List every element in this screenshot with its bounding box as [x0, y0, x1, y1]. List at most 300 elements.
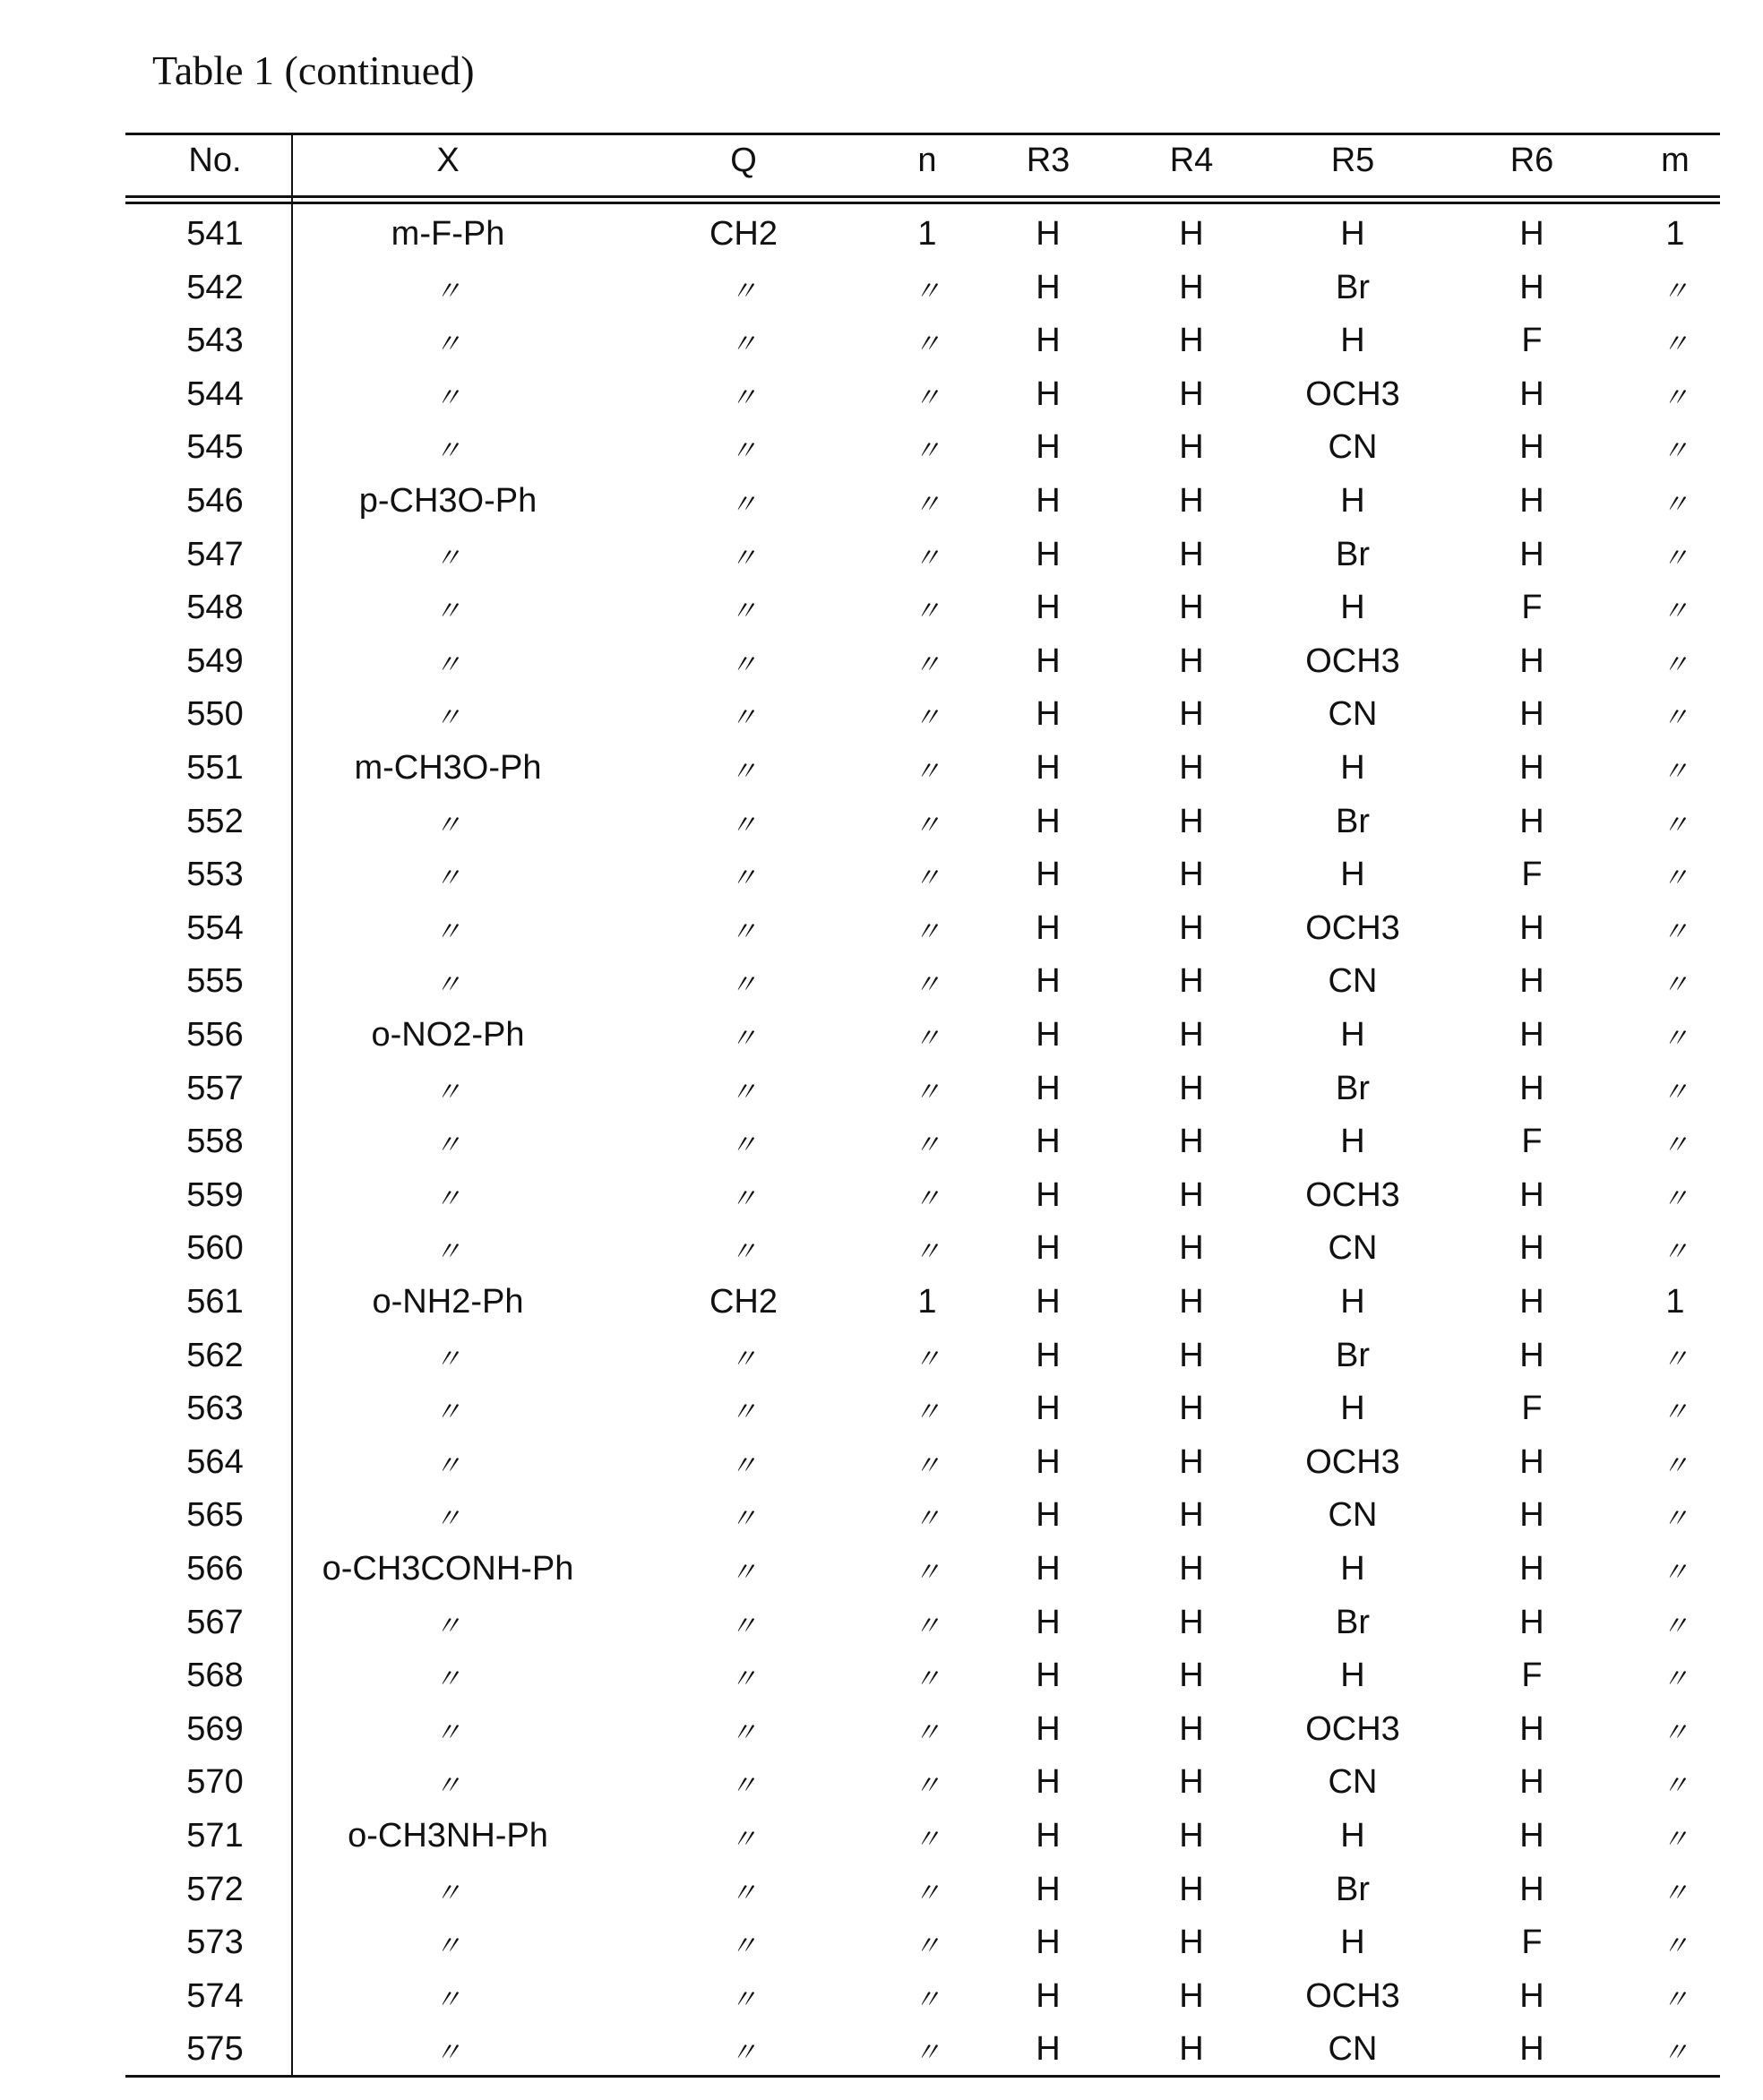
cell-no: 555	[186, 962, 243, 1001]
cell-r5: OCH3	[1305, 1710, 1400, 1749]
cell-n: 〃	[914, 642, 941, 682]
cell-r4: H	[1179, 2030, 1203, 2069]
cell-x: o-NH2-Ph	[373, 1283, 524, 1321]
cell-no: 557	[186, 1070, 243, 1108]
table-row	[125, 1229, 1720, 1279]
cell-no: 567	[186, 1604, 243, 1642]
cell-r3: H	[1036, 215, 1060, 254]
table-row	[125, 1550, 1720, 1600]
cell-r5: OCH3	[1305, 375, 1400, 414]
cell-m: 〃	[1662, 589, 1689, 628]
table-row	[125, 1817, 1720, 1867]
cell-q: 〃	[730, 1657, 757, 1696]
cell-no: 566	[186, 1550, 243, 1588]
cell-no: 554	[186, 909, 243, 948]
cell-r6: H	[1519, 1710, 1544, 1749]
cell-r3: H	[1036, 695, 1060, 734]
cell-r5: Br	[1336, 1871, 1370, 1909]
cell-r6: H	[1519, 1977, 1544, 2016]
table-row	[125, 962, 1720, 1012]
cell-no: 562	[186, 1337, 243, 1375]
cell-no: 546	[186, 482, 243, 521]
cell-x: 〃	[434, 1871, 461, 1910]
cell-q: 〃	[730, 909, 757, 949]
cell-x: 〃	[434, 1710, 461, 1750]
cell-r5: CN	[1329, 695, 1378, 734]
table-row	[125, 856, 1720, 906]
cell-r4: H	[1179, 589, 1203, 627]
cell-x: 〃	[434, 642, 461, 682]
cell-r5: Br	[1336, 536, 1370, 574]
cell-n: 1	[917, 215, 936, 254]
cell-r4: H	[1179, 536, 1203, 574]
cell-n: 〃	[914, 856, 941, 895]
cell-q: 〃	[730, 803, 757, 842]
table-row	[125, 1763, 1720, 1813]
cell-r6: H	[1519, 428, 1544, 467]
cell-r4: H	[1179, 1337, 1203, 1375]
cell-r4: H	[1179, 1283, 1203, 1321]
table-row	[125, 269, 1720, 319]
cell-r6: H	[1519, 1817, 1544, 1855]
cell-q: 〃	[730, 695, 757, 735]
table-row	[125, 1123, 1720, 1173]
cell-no: 551	[186, 749, 243, 788]
cell-x: o-CH3NH-Ph	[348, 1817, 548, 1855]
table-row	[125, 1871, 1720, 1921]
cell-r5: Br	[1336, 803, 1370, 841]
table-row	[125, 909, 1720, 960]
cell-q: 〃	[730, 856, 757, 895]
cell-no: 560	[186, 1229, 243, 1268]
table-row	[125, 803, 1720, 853]
cell-r5: OCH3	[1305, 1443, 1400, 1482]
cell-m: 〃	[1662, 1924, 1689, 1963]
cell-no: 558	[186, 1123, 243, 1161]
cell-n: 〃	[914, 536, 941, 575]
cell-r6: H	[1519, 536, 1544, 574]
cell-no: 569	[186, 1710, 243, 1749]
cell-no: 573	[186, 1924, 243, 1962]
cell-m: 1	[1665, 1283, 1684, 1321]
table-row	[125, 1070, 1720, 1120]
cell-r6: H	[1519, 1871, 1544, 1909]
cell-r4: H	[1179, 322, 1203, 360]
header-r5: R5	[1331, 142, 1375, 180]
cell-r3: H	[1036, 1337, 1060, 1375]
cell-r6: H	[1519, 1496, 1544, 1535]
cell-r4: H	[1179, 695, 1203, 734]
cell-r3: H	[1036, 536, 1060, 574]
cell-r4: H	[1179, 1123, 1203, 1161]
cell-q: 〃	[730, 1817, 757, 1856]
cell-n: 〃	[914, 962, 941, 1002]
cell-r3: H	[1036, 1710, 1060, 1749]
cell-r5: H	[1340, 1016, 1364, 1054]
cell-x: 〃	[434, 2030, 461, 2070]
cell-r4: H	[1179, 1657, 1203, 1695]
cell-r5: H	[1340, 1550, 1364, 1588]
header-r3: R3	[1027, 142, 1071, 180]
cell-x: 〃	[434, 1070, 461, 1109]
cell-q: 〃	[730, 1604, 757, 1643]
cell-n: 〃	[914, 1390, 941, 1429]
header-r6: R6	[1510, 142, 1554, 180]
cell-q: CH2	[710, 1283, 778, 1321]
cell-n: 〃	[914, 1016, 941, 1055]
cell-r5: H	[1340, 1390, 1364, 1428]
cell-r6: F	[1521, 589, 1542, 627]
cell-q: 〃	[730, 1550, 757, 1589]
cell-x: 〃	[434, 695, 461, 735]
cell-x: o-NO2-Ph	[371, 1016, 524, 1054]
cell-r6: H	[1519, 695, 1544, 734]
cell-x: 〃	[434, 1977, 461, 2017]
cell-q: 〃	[730, 1977, 757, 2017]
cell-q: 〃	[730, 1871, 757, 1910]
table-row	[125, 1924, 1720, 1974]
cell-n: 〃	[914, 749, 941, 788]
cell-r3: H	[1036, 1550, 1060, 1588]
cell-r3: H	[1036, 589, 1060, 627]
cell-r5: H	[1340, 215, 1364, 254]
cell-r6: F	[1521, 1924, 1542, 1962]
cell-r6: H	[1519, 1283, 1544, 1321]
cell-x: 〃	[434, 909, 461, 949]
cell-n: 〃	[914, 1657, 941, 1696]
cell-q: 〃	[730, 1496, 757, 1536]
cell-r4: H	[1179, 1496, 1203, 1535]
cell-r3: H	[1036, 1657, 1060, 1695]
cell-r5: Br	[1336, 1604, 1370, 1642]
cell-r4: H	[1179, 909, 1203, 948]
table-row	[125, 589, 1720, 639]
cell-x: 〃	[434, 1229, 461, 1269]
cell-no: 570	[186, 1763, 243, 1802]
cell-n: 〃	[914, 2030, 941, 2070]
cell-x: 〃	[434, 536, 461, 575]
cell-q: 〃	[730, 375, 757, 415]
cell-x: p-CH3O-Ph	[359, 482, 538, 521]
cell-x: m-CH3O-Ph	[354, 749, 541, 788]
cell-r3: H	[1036, 1443, 1060, 1482]
cell-x: 〃	[434, 1337, 461, 1376]
cell-m: 〃	[1662, 1550, 1689, 1589]
table-row	[125, 536, 1720, 586]
cell-r3: H	[1036, 1070, 1060, 1108]
cell-m: 〃	[1662, 322, 1689, 361]
cell-r6: H	[1519, 1229, 1544, 1268]
cell-r6: H	[1519, 1016, 1544, 1054]
cell-r4: H	[1179, 375, 1203, 414]
cell-r6: H	[1519, 909, 1544, 948]
cell-x: o-CH3CONH-Ph	[322, 1550, 574, 1588]
table-row	[125, 1443, 1720, 1493]
cell-q: 〃	[730, 749, 757, 788]
cell-m: 〃	[1662, 1070, 1689, 1109]
cell-r3: H	[1036, 1924, 1060, 1962]
cell-m: 〃	[1662, 1443, 1689, 1483]
cell-r5: OCH3	[1305, 1176, 1400, 1215]
cell-x: 〃	[434, 589, 461, 628]
cell-q: 〃	[730, 962, 757, 1002]
cell-n: 〃	[914, 428, 941, 468]
cell-r6: H	[1519, 749, 1544, 788]
cell-n: 〃	[914, 375, 941, 415]
cell-r3: H	[1036, 642, 1060, 681]
cell-q: 〃	[730, 589, 757, 628]
cell-m: 〃	[1662, 1337, 1689, 1376]
cell-r3: H	[1036, 482, 1060, 521]
cell-r3: H	[1036, 1977, 1060, 2016]
cell-r3: H	[1036, 428, 1060, 467]
header-x: X	[436, 142, 459, 180]
cell-r3: H	[1036, 803, 1060, 841]
cell-m: 〃	[1662, 1817, 1689, 1856]
cell-r4: H	[1179, 1871, 1203, 1909]
cell-r6: H	[1519, 1176, 1544, 1215]
table-row	[125, 1604, 1720, 1654]
cell-m: 〃	[1662, 1871, 1689, 1910]
cell-r6: F	[1521, 856, 1542, 894]
cell-q: 〃	[730, 1710, 757, 1750]
cell-r4: H	[1179, 1924, 1203, 1962]
cell-r3: H	[1036, 1176, 1060, 1215]
cell-r6: H	[1519, 803, 1544, 841]
cell-r3: H	[1036, 962, 1060, 1001]
cell-x: 〃	[434, 856, 461, 895]
cell-n: 〃	[914, 1229, 941, 1269]
cell-r4: H	[1179, 1229, 1203, 1268]
table-row	[125, 1176, 1720, 1226]
cell-r3: H	[1036, 269, 1060, 307]
cell-q: 〃	[730, 1924, 757, 1963]
cell-n: 〃	[914, 1710, 941, 1750]
cell-n: 〃	[914, 269, 941, 308]
cell-r4: H	[1179, 1710, 1203, 1749]
table-row	[125, 1016, 1720, 1066]
table-row	[125, 428, 1720, 478]
cell-m: 〃	[1662, 1016, 1689, 1055]
cell-q: CH2	[710, 215, 778, 254]
cell-no: 548	[186, 589, 243, 627]
cell-m: 〃	[1662, 375, 1689, 415]
cell-no: 564	[186, 1443, 243, 1482]
cell-x: 〃	[434, 1496, 461, 1536]
cell-no: 556	[186, 1016, 243, 1054]
cell-n: 〃	[914, 1871, 941, 1910]
table-row	[125, 749, 1720, 799]
cell-q: 〃	[730, 1443, 757, 1483]
cell-r6: H	[1519, 1604, 1544, 1642]
cell-r5: H	[1340, 1283, 1364, 1321]
cell-no: 547	[186, 536, 243, 574]
cell-q: 〃	[730, 1123, 757, 1162]
cell-r4: H	[1179, 1390, 1203, 1428]
table-row	[125, 482, 1720, 532]
cell-r5: H	[1340, 749, 1364, 788]
cell-m: 〃	[1662, 1390, 1689, 1429]
cell-r4: H	[1179, 749, 1203, 788]
header-r4: R4	[1170, 142, 1214, 180]
cell-r5: H	[1340, 589, 1364, 627]
cell-q: 〃	[730, 482, 757, 521]
cell-r6: H	[1519, 2030, 1544, 2069]
cell-r4: H	[1179, 1604, 1203, 1642]
cell-r4: H	[1179, 269, 1203, 307]
cell-no: 545	[186, 428, 243, 467]
cell-q: 〃	[730, 642, 757, 682]
table-title: Table 1 (continued)	[152, 47, 475, 94]
cell-n: 〃	[914, 1550, 941, 1589]
cell-no: 572	[186, 1871, 243, 1909]
cell-r3: H	[1036, 1229, 1060, 1268]
cell-no: 561	[186, 1283, 243, 1321]
cell-r5: H	[1340, 1657, 1364, 1695]
cell-r5: CN	[1329, 962, 1378, 1001]
cell-r3: H	[1036, 749, 1060, 788]
cell-n: 〃	[914, 803, 941, 842]
cell-m: 〃	[1662, 2030, 1689, 2070]
cell-n: 〃	[914, 1496, 941, 1536]
cell-r3: H	[1036, 1763, 1060, 1802]
cell-x: 〃	[434, 375, 461, 415]
cell-r3: H	[1036, 1283, 1060, 1321]
cell-r4: H	[1179, 1763, 1203, 1802]
cell-r3: H	[1036, 375, 1060, 414]
cell-r6: H	[1519, 1070, 1544, 1108]
cell-r6: F	[1521, 1390, 1542, 1428]
table-row	[125, 642, 1720, 693]
top-rule	[125, 133, 1720, 135]
cell-q: 〃	[730, 1337, 757, 1376]
cell-r5: OCH3	[1305, 1977, 1400, 2016]
cell-x: 〃	[434, 1123, 461, 1162]
cell-m: 〃	[1662, 749, 1689, 788]
cell-x: 〃	[434, 269, 461, 308]
table-row	[125, 695, 1720, 745]
cell-r6: F	[1521, 1657, 1542, 1695]
table-row	[125, 215, 1720, 265]
cell-r6: F	[1521, 1123, 1542, 1161]
cell-no: 565	[186, 1496, 243, 1535]
cell-no: 559	[186, 1176, 243, 1215]
cell-n: 〃	[914, 695, 941, 735]
table-row	[125, 1710, 1720, 1760]
table-row	[125, 1283, 1720, 1333]
cell-r4: H	[1179, 1977, 1203, 2016]
cell-m: 〃	[1662, 642, 1689, 682]
cell-m: 〃	[1662, 909, 1689, 949]
header-row	[125, 142, 1720, 192]
cell-n: 〃	[914, 1070, 941, 1109]
cell-r6: H	[1519, 962, 1544, 1001]
cell-r4: H	[1179, 1176, 1203, 1215]
cell-x: 〃	[434, 1176, 461, 1216]
cell-r3: H	[1036, 2030, 1060, 2069]
cell-m: 〃	[1662, 1763, 1689, 1803]
cell-r5: Br	[1336, 1070, 1370, 1108]
cell-q: 〃	[730, 2030, 757, 2070]
cell-r3: H	[1036, 1016, 1060, 1054]
cell-r3: H	[1036, 1817, 1060, 1855]
cell-m: 〃	[1662, 1604, 1689, 1643]
cell-r6: H	[1519, 215, 1544, 254]
cell-no: 542	[186, 269, 243, 307]
table-row	[125, 1657, 1720, 1707]
cell-r5: H	[1340, 1123, 1364, 1161]
cell-r4: H	[1179, 1443, 1203, 1482]
cell-no: 541	[186, 215, 243, 254]
cell-no: 563	[186, 1390, 243, 1428]
cell-q: 〃	[730, 428, 757, 468]
cell-n: 〃	[914, 1123, 941, 1162]
cell-q: 〃	[730, 536, 757, 575]
cell-r6: H	[1519, 375, 1544, 414]
cell-q: 〃	[730, 1070, 757, 1109]
cell-r4: H	[1179, 962, 1203, 1001]
cell-m: 〃	[1662, 1176, 1689, 1216]
cell-no: 574	[186, 1977, 243, 2016]
cell-m: 〃	[1662, 856, 1689, 895]
cell-m: 〃	[1662, 1710, 1689, 1750]
header-rule-2	[125, 202, 1720, 204]
cell-r3: H	[1036, 1123, 1060, 1161]
cell-no: 571	[186, 1817, 243, 1855]
cell-r5: Br	[1336, 1337, 1370, 1375]
cell-m: 〃	[1662, 962, 1689, 1002]
cell-r4: H	[1179, 642, 1203, 681]
cell-n: 〃	[914, 482, 941, 521]
cell-r5: CN	[1329, 2030, 1378, 2069]
cell-m: 〃	[1662, 269, 1689, 308]
cell-r5: H	[1340, 482, 1364, 521]
cell-m: 〃	[1662, 803, 1689, 842]
cell-x: 〃	[434, 322, 461, 361]
cell-no: 550	[186, 695, 243, 734]
cell-r5: Br	[1336, 269, 1370, 307]
header-m: m	[1661, 142, 1690, 180]
table-row	[125, 1390, 1720, 1440]
cell-r5: OCH3	[1305, 909, 1400, 948]
cell-m: 〃	[1662, 1977, 1689, 2017]
cell-r3: H	[1036, 1604, 1060, 1642]
cell-m: 〃	[1662, 1123, 1689, 1162]
cell-r4: H	[1179, 428, 1203, 467]
cell-r6: F	[1521, 322, 1542, 360]
cell-x: 〃	[434, 803, 461, 842]
cell-r5: H	[1340, 1817, 1364, 1855]
table-row	[125, 1337, 1720, 1387]
cell-n: 〃	[914, 1443, 941, 1483]
cell-r6: H	[1519, 269, 1544, 307]
cell-x: 〃	[434, 1604, 461, 1643]
cell-r4: H	[1179, 482, 1203, 521]
cell-n: 〃	[914, 1176, 941, 1216]
cell-r3: H	[1036, 1390, 1060, 1428]
cell-r6: H	[1519, 1763, 1544, 1802]
cell-n: 〃	[914, 322, 941, 361]
cell-m: 1	[1665, 215, 1684, 254]
header-q: Q	[730, 142, 757, 180]
table-row	[125, 2030, 1720, 2080]
cell-r6: H	[1519, 482, 1544, 521]
cell-n: 〃	[914, 589, 941, 628]
cell-r4: H	[1179, 1016, 1203, 1054]
cell-n: 〃	[914, 1924, 941, 1963]
cell-x: m-F-Ph	[391, 215, 505, 254]
cell-r6: H	[1519, 1337, 1544, 1375]
